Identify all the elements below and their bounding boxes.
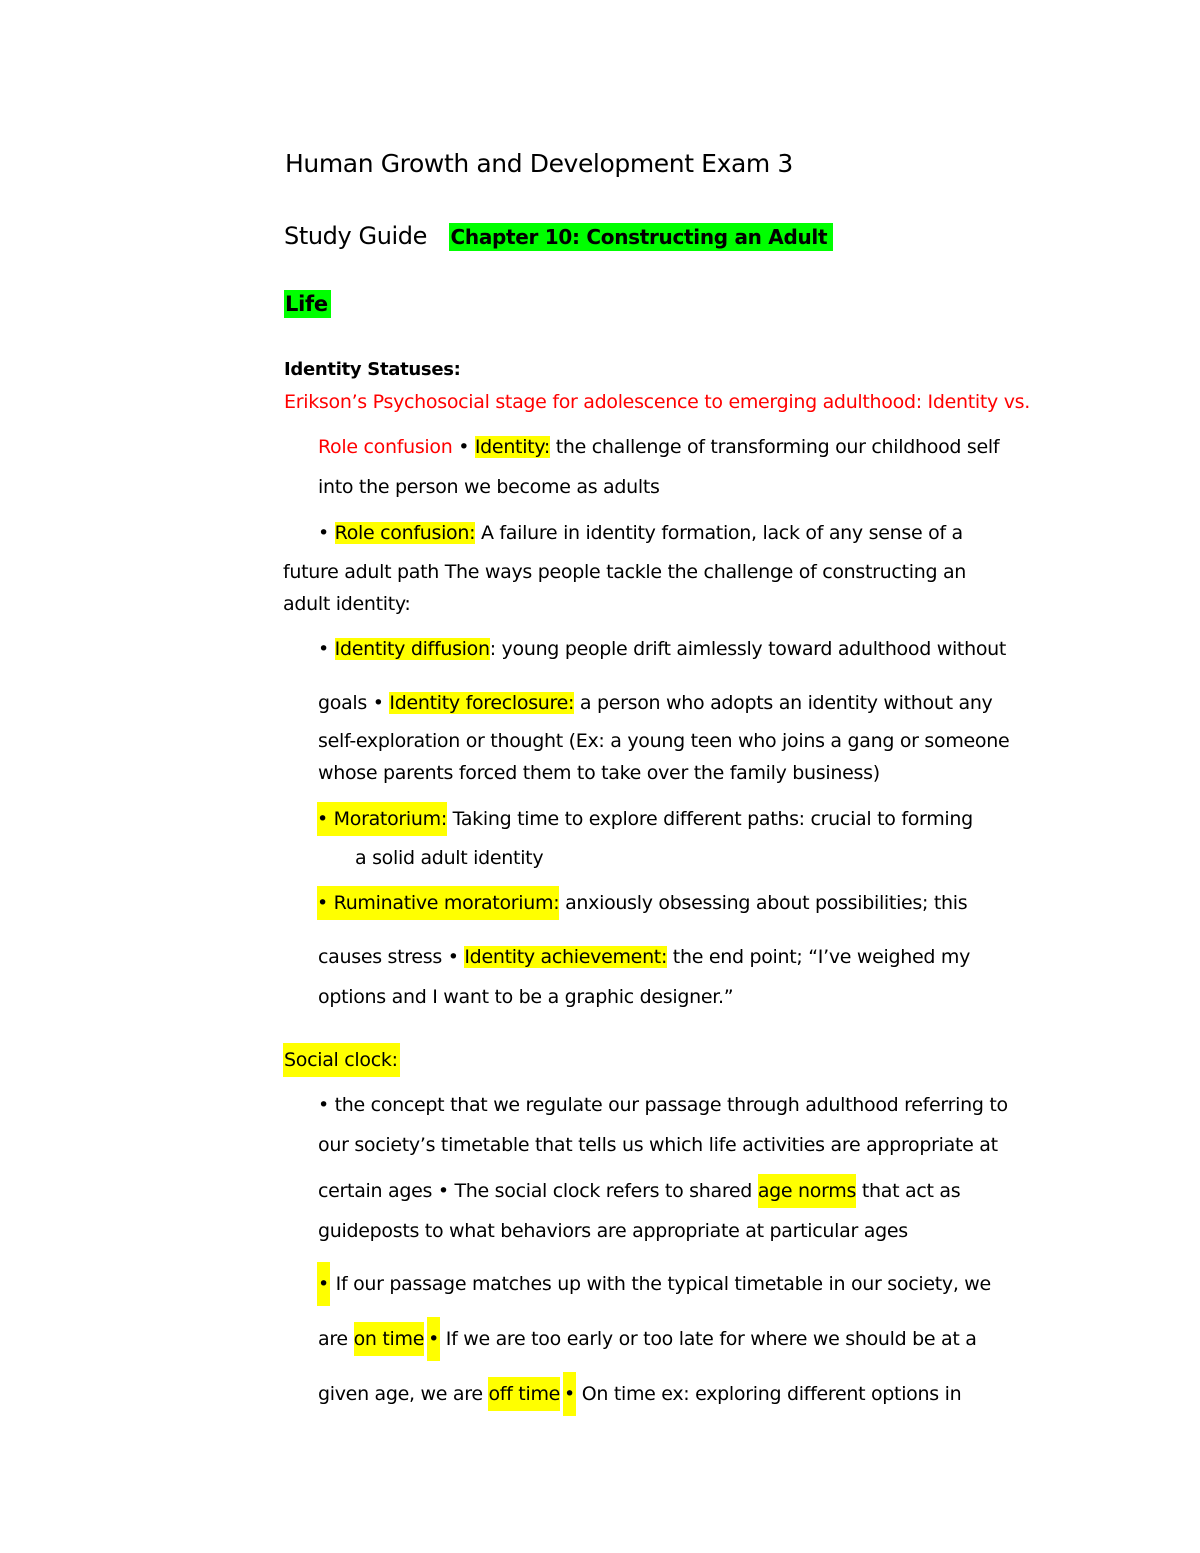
achievement-line	[318, 943, 970, 971]
life-heading: Life	[284, 290, 331, 318]
moratorium-term: • Moratorium:	[317, 802, 447, 836]
future-adult-text: future adult path The ways people tackle the challenge of constructing an	[283, 561, 967, 583]
study-guide-line	[284, 218, 833, 254]
options-line	[318, 983, 733, 1011]
ruminative-definition: anxiously obsessing about possibilities; this	[559, 892, 968, 914]
moratorium-definition: Taking time to explore different paths: crucial to forming	[446, 808, 973, 830]
social-clock-text: our society’s timetable that tells us which life activities are appropriate at	[318, 1134, 998, 1156]
role-confusion-line	[318, 519, 963, 547]
role-identity-line	[318, 433, 999, 461]
social-clock-line6	[318, 1317, 977, 1361]
self-exploration-line	[318, 727, 1009, 755]
foreclosure-line	[318, 689, 993, 717]
bullet-highlight: •	[563, 1372, 576, 1416]
social-clock-line2	[318, 1131, 998, 1159]
identity-term: Identity:	[474, 436, 550, 458]
erikson-line	[284, 388, 1030, 416]
identity-foreclosure-definition: a person who adopts an identity without any	[574, 692, 993, 714]
identity-diffusion-term: Identity diffusion	[334, 638, 490, 660]
social-clock-label: Social clock:	[283, 1043, 400, 1077]
identity-achievement-term: Identity achievement:	[464, 946, 668, 968]
identity-diffusion-definition: : young people drift aimlessly toward adulthood without	[489, 638, 1007, 660]
social-clock-text: that act as	[856, 1180, 961, 1202]
ruminative-line	[317, 889, 967, 917]
role-confusion-definition: A failure in identity formation, lack of any sense of a	[475, 522, 963, 544]
on-time-term: on time	[354, 1322, 425, 1356]
solid-identity-text: a solid adult identity	[355, 847, 544, 869]
identity-definition: the challenge of transforming our childhood self	[550, 436, 1000, 458]
chapter-heading: Chapter 10: Constructing an Adult	[449, 223, 834, 251]
role-confusion-term: Role confusion:	[334, 522, 476, 544]
identity-achievement-definition: the end point; “I’ve weighed my	[667, 946, 971, 968]
solid-identity-line	[355, 844, 543, 872]
options-text: options and I want to be a graphic designer.”	[318, 986, 734, 1008]
bullet: •	[318, 522, 335, 544]
whose-parents-line	[318, 759, 880, 787]
social-clock-text: given age, we are	[318, 1383, 489, 1405]
study-guide-label: Study Guide	[284, 222, 427, 250]
life-line	[284, 286, 331, 322]
identity-def-line2	[318, 473, 660, 501]
off-time-term: off time	[488, 1377, 560, 1411]
self-exploration-text: self-exploration or thought (Ex: a young teen who joins a gang or someone	[318, 730, 1010, 752]
identity-statuses-heading	[284, 356, 461, 384]
ruminative-moratorium-term: • Ruminative moratorium:	[317, 886, 559, 920]
moratorium-line	[317, 805, 973, 833]
causes-stress-text: causes stress •	[318, 946, 465, 968]
bullet: •	[452, 436, 475, 458]
bullet-highlight: •	[427, 1317, 440, 1361]
social-clock-line3	[318, 1177, 960, 1205]
social-clock-text: certain ages • The social clock refers to shared	[318, 1180, 758, 1202]
social-clock-line4	[318, 1217, 908, 1245]
social-clock-text: • the concept that we regulate our passage through adulthood referring to	[318, 1094, 1008, 1116]
identity-definition-cont: into the person we become as adults	[318, 476, 660, 498]
identity-statuses-text: Identity Statuses:	[284, 359, 461, 380]
social-clock-line1	[318, 1091, 1008, 1119]
future-adult-line	[283, 558, 966, 586]
adult-identity-text: adult identity:	[283, 593, 411, 615]
age-norms-term: age norms	[758, 1174, 856, 1208]
social-clock-line7	[318, 1372, 961, 1416]
social-clock-heading	[283, 1046, 400, 1074]
document-title	[285, 146, 793, 182]
whose-parents-text: whose parents forced them to take over the family business)	[318, 762, 880, 784]
social-clock-text: On time ex: exploring different options in	[575, 1383, 962, 1405]
bullet-highlight: •	[317, 1262, 330, 1306]
social-clock-line5	[317, 1262, 991, 1306]
title-text: Human Growth and Development Exam 3	[285, 149, 793, 178]
goals-text: goals •	[318, 692, 390, 714]
erikson-text: Erikson’s Psychosocial stage for adolescence to emerging adulthood: Identity vs.	[284, 391, 1030, 413]
social-clock-text: are	[318, 1328, 354, 1350]
social-clock-text: If our passage matches up with the typical timetable in our society, we	[329, 1273, 991, 1295]
social-clock-text: If we are too early or too late for where we should be at a	[440, 1328, 977, 1350]
adult-identity-line	[283, 590, 411, 618]
role-confusion-red-text: Role confusion	[318, 436, 453, 458]
social-clock-text: guideposts to what behaviors are appropriate at particular ages	[318, 1220, 908, 1242]
bullet: •	[318, 638, 335, 660]
identity-foreclosure-term: Identity foreclosure:	[389, 692, 575, 714]
identity-diffusion-line	[318, 635, 1006, 663]
